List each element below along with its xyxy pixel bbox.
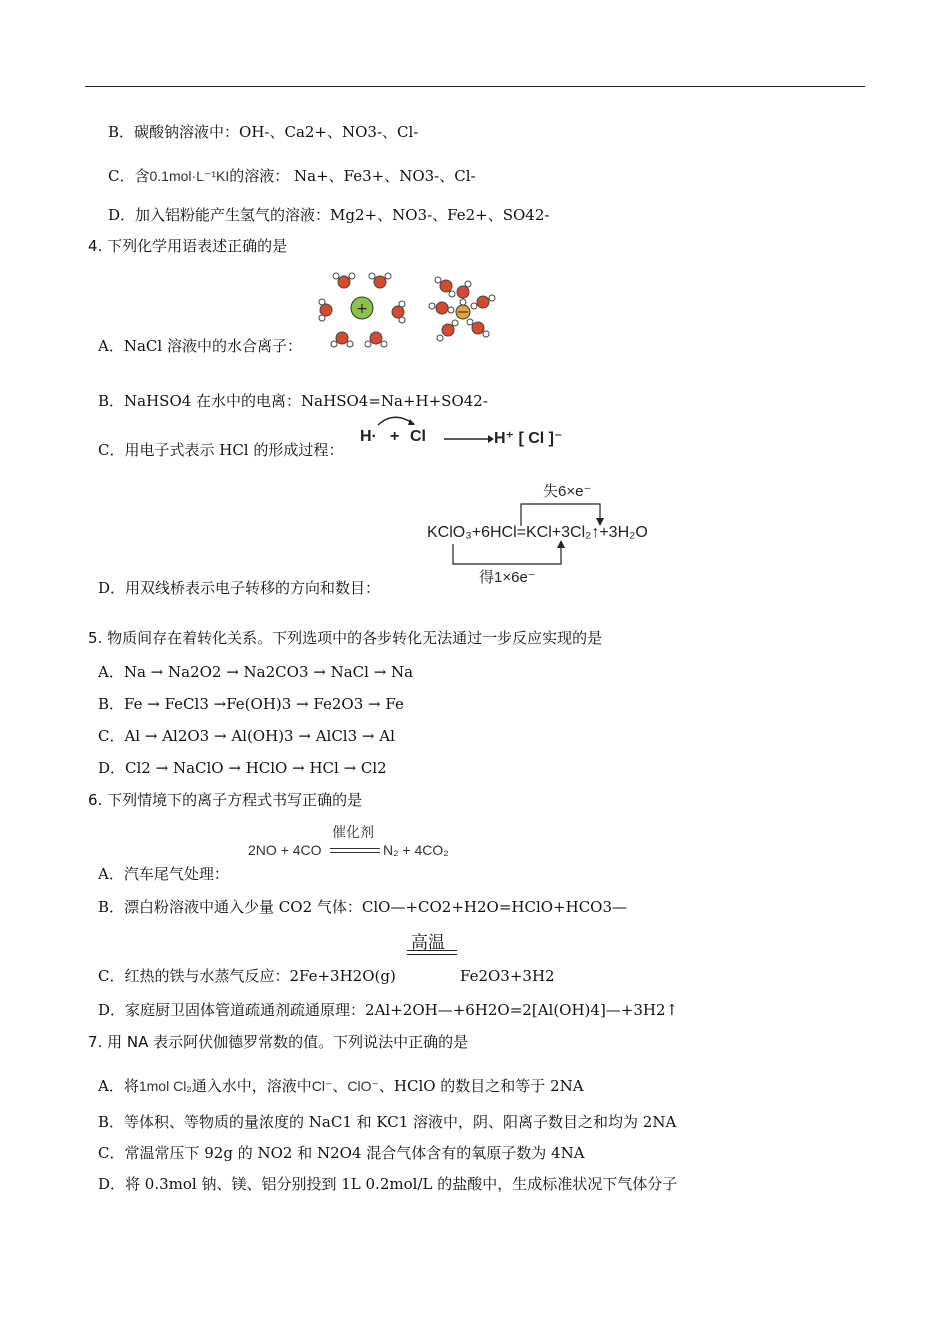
q5-option-c: C．Al → Al2O3 → Al(OH)3 → AlCl3 → Al [98,727,395,745]
q4-option-a: A．NaCl 溶液中的水合离子： [98,337,302,355]
hcl-formation-figure [360,412,600,456]
exhaust-reactants: 2NO + 4CO [248,842,322,858]
q6-stem: 6. 下列情境下的离子方程式书写正确的是 [88,791,363,809]
svg-text:+: + [356,301,368,317]
exhaust-products: N₂ + 4CO₂ [383,842,449,858]
q3-option-c-formula: 0.1mol·L⁻¹KI [149,168,230,184]
q5-option-d: D．Cl2 → NaClO → HClO → HCl → Cl2 [98,759,387,777]
electron-arrow-icon [374,412,434,426]
double-bridge-figure [425,480,695,590]
q7-a-middle: 通入水中，溶液中 [191,1077,312,1095]
catalyst-label: 催化剂 [332,824,374,840]
q3-option-c [108,166,476,186]
hcl-plus: + [390,428,400,445]
hcl-h-atom: H· [360,428,377,445]
hydrated-ions-figure [318,268,503,350]
hydrated-cation [319,273,405,347]
bridge-gain-label: 得1×6e⁻ [479,569,536,586]
q6-option-c-left: C．红热的铁与水蒸气反应：2Fe+3H2O(g) [98,967,396,985]
q7-option-d: D．将 0.3mol 钠、镁、铝分别投到 1L 0.2mol/L 的盐酸中，生成标准状况下气体分子 [98,1175,678,1193]
header-rule [85,86,865,87]
q7-a-formula-clo: ClO⁻ [347,1078,379,1094]
bridge-equation: KClO₃+6HCl=KCl+3Cl₂↑+3H₂O [427,524,648,541]
q6-option-c [98,966,396,986]
exhaust-equation [248,822,468,866]
q5-stem: 5. 物质间存在着转化关系。下列选项中的各步转化无法通过一步反应实现的是 [88,629,603,647]
q3-option-d: D．加入铝粉能产生氢气的溶液：Mg2+、NO3-、Fe2+、SO42- [108,206,550,224]
q5-option-b: B．Fe → FeCl3 →Fe(OH)3 → Fe2O3 → Fe [98,695,404,713]
q6-option-a: A．汽车尾气处理： [98,865,229,883]
q7-a-formula-cl2: 1mol Cl₂ [138,1078,192,1094]
high-temp-condition [405,928,461,958]
reaction-arrow-icon [444,434,494,444]
q7-option-a [98,1076,584,1096]
bridge-lose-label: 失6×e⁻ [543,483,592,500]
q7-option-b: B．等体积、等物质的量浓度的 NaC1 和 KC1 溶液中，阴、阳离子数目之和均为 2NA [98,1113,677,1131]
hcl-cl-atom: Cl [410,428,426,445]
q6-option-d: D．家庭厨卫固体管道疏通剂疏通原理：2Al+2OH—+6H2O=2[Al(OH)4]—+3H2↑ [98,1001,679,1019]
q4-stem: 4. 下列化学用语表述正确的是 [88,237,288,255]
q3-option-c-prefix: C．含 [108,167,150,185]
q7-stem: 7. 用 NA 表示阿伏伽德罗常数的值。下列说法中正确的是 [88,1033,469,1051]
hcl-product: H⁺ [ Cl ]⁻ [494,430,563,447]
q5-option-a: A．Na → Na2O2 → Na2CO3 → NaCl → Na [98,663,414,681]
double-line [330,848,380,853]
q4-option-d: D．用双线桥表示电子转移的方向和数目： [98,579,381,597]
q4-option-c: C．用电子式表示 HCl 的形成过程： [98,441,344,459]
q7-a-prefix: A．将 [98,1077,139,1095]
double-line [407,950,457,955]
high-temp-label: 高温 [411,933,445,953]
q6-option-b: B．漂白粉溶液中通入少量 CO2 气体：ClO—+CO2+H2O=HClO+HCO3— [98,898,628,916]
hydrated-anion [429,277,495,341]
q7-option-c: C．常温常压下 92g 的 NO2 和 N2O4 混合气体含有的氧原子数为 4NA [98,1144,585,1162]
q7-a-suffix: 、HClO 的数目之和等于 2NA [378,1077,584,1095]
q6-option-c-products: Fe2O3+3H2 [460,967,555,985]
q3-option-b: B．碳酸钠溶液中：OH-、Ca2+、NO3-、Cl- [108,123,419,141]
q7-a-formula-cl: Cl⁻ [311,1078,333,1094]
q4-option-b: B．NaHSO4 在水中的电离：NaHSO4=Na+H+SO42- [98,392,488,410]
q7-a-separator: 、 [332,1077,348,1095]
q3-option-c-suffix: 的溶液： Na+、Fe3+、NO3-、Cl- [229,167,476,185]
